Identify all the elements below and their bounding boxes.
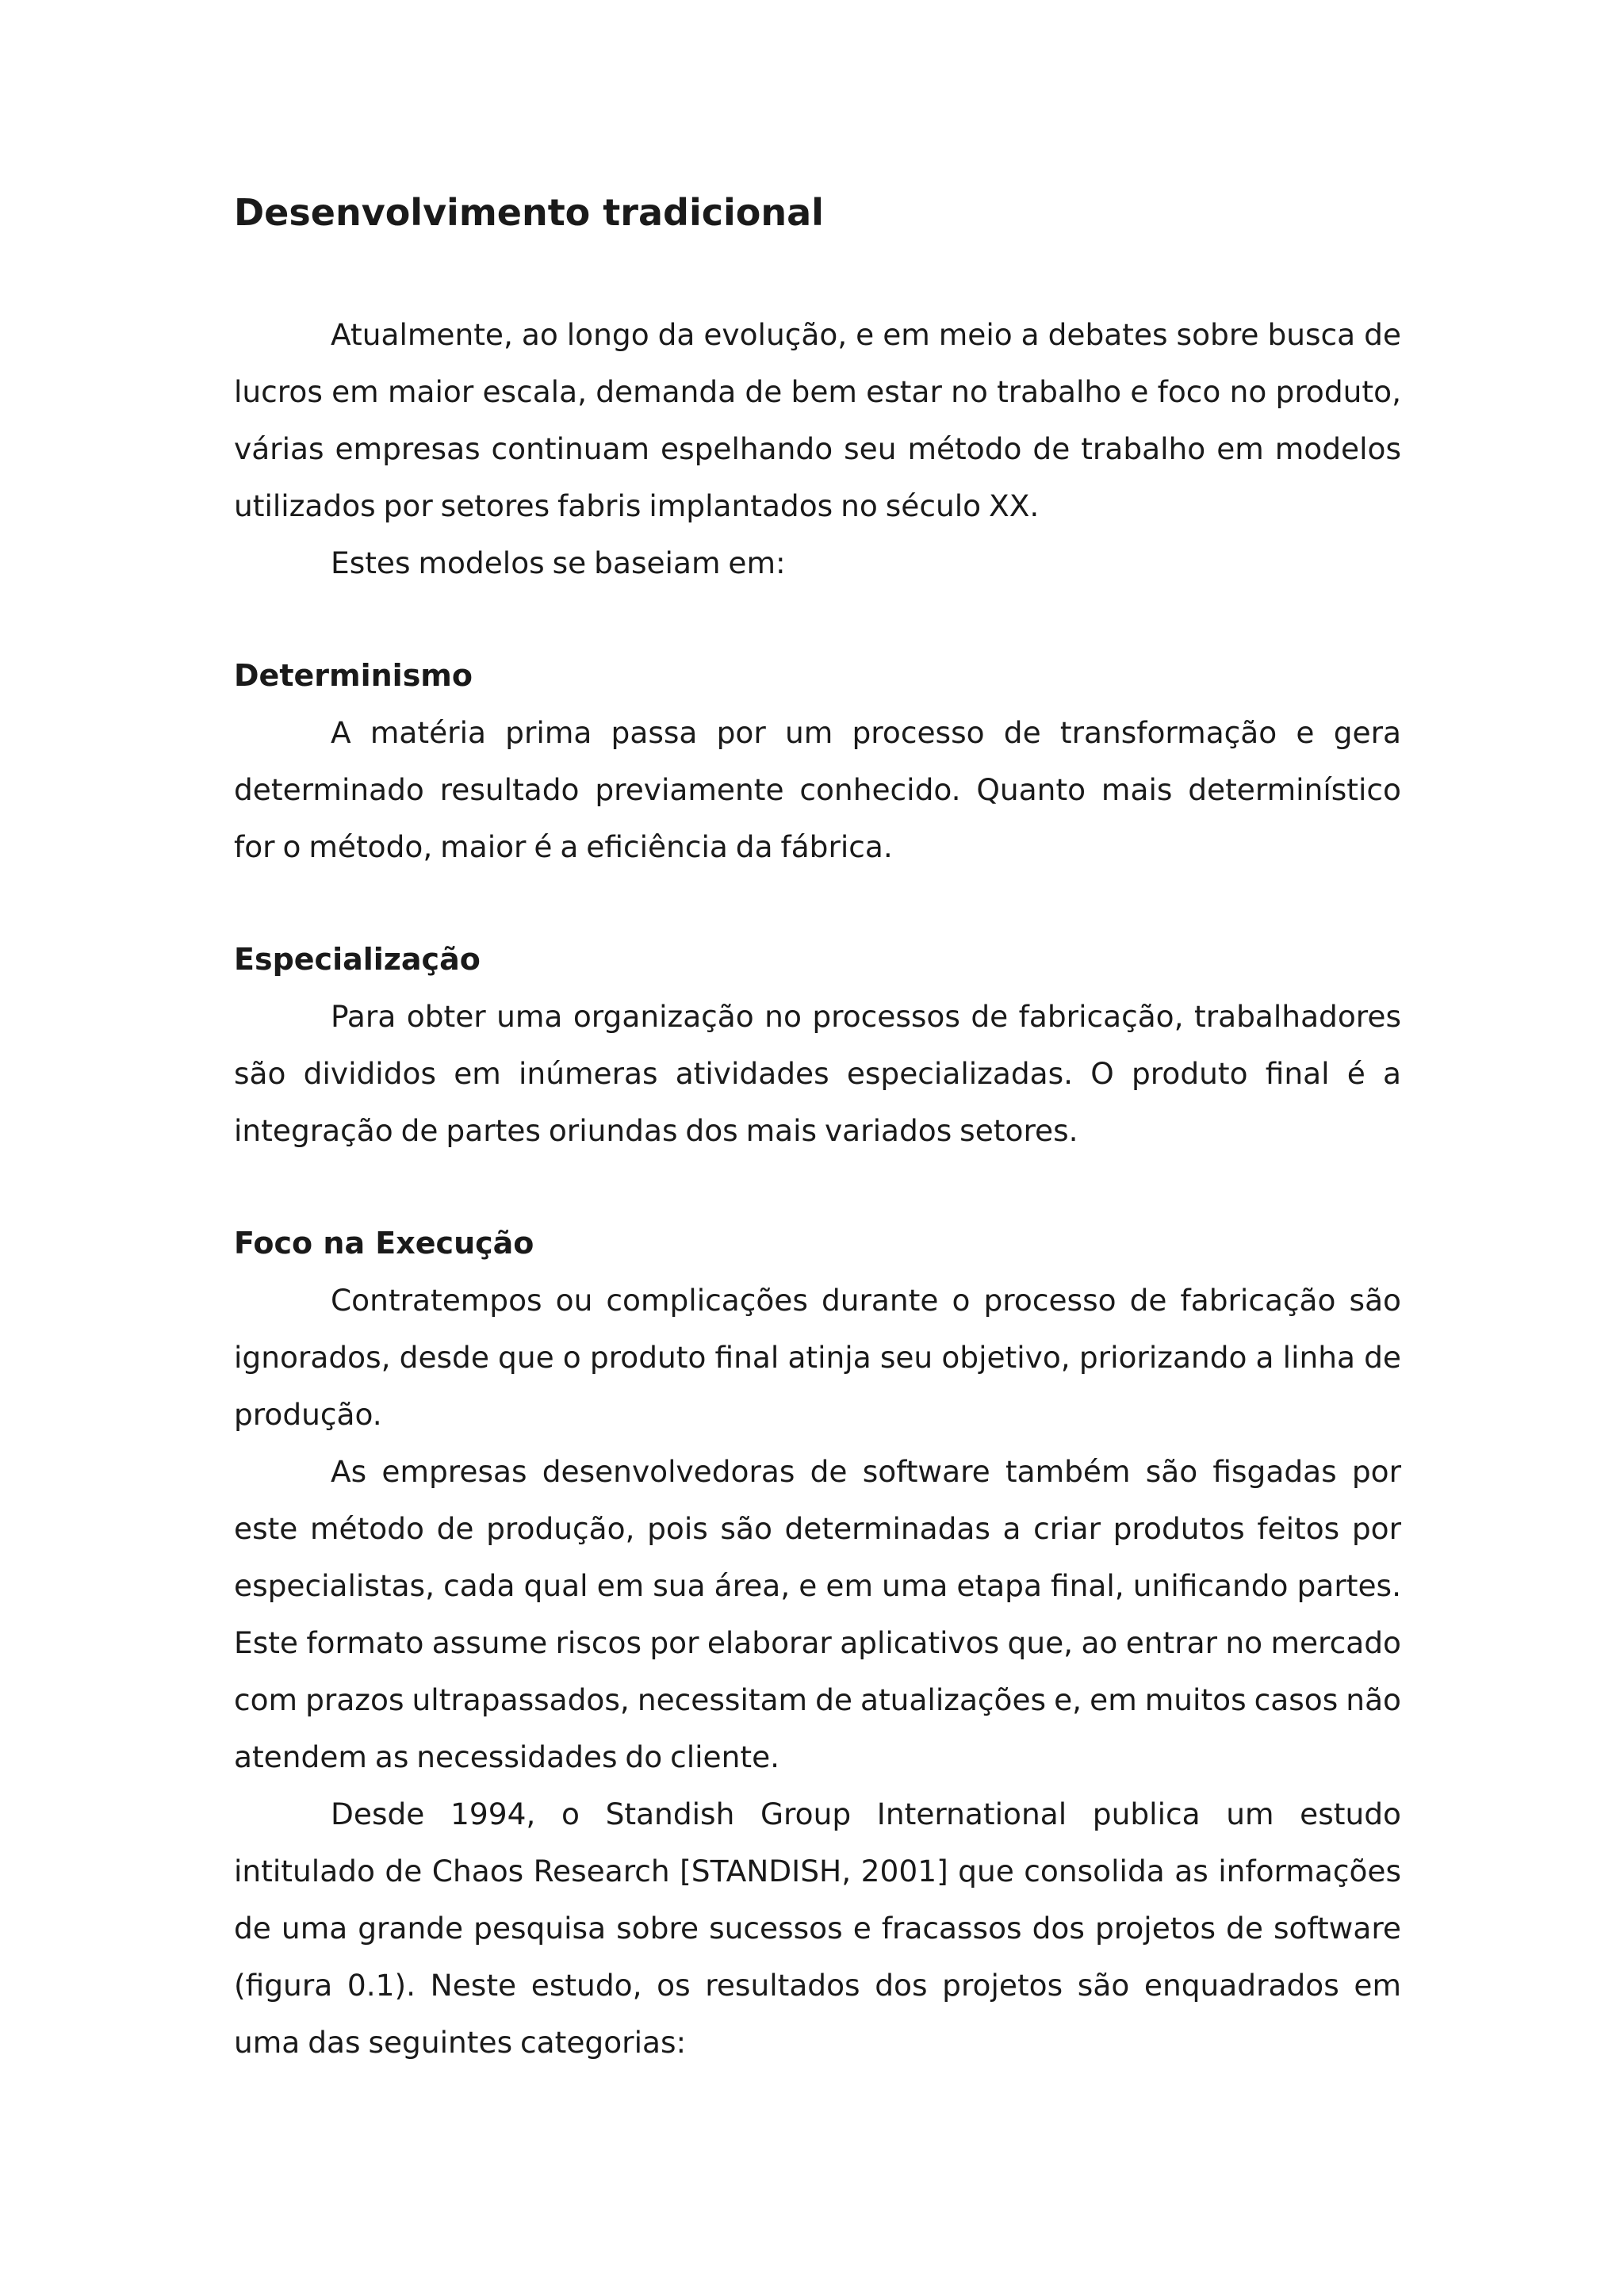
intro-section	[234, 306, 1401, 591]
document-page	[234, 0, 1401, 2296]
foco-paragraph: Contratempos ou complicações durante o processo de fabricação são ignorados, desde que o produto final atinja seu objetivo, priorizando a linha de produção.	[234, 1283, 1401, 1432]
intro-paragraph: Atualmente, ao longo da evolução, e em meio a debates sobre busca de lucros em maior escala, demanda de bem estar no trabalho e foco no produto, várias empresas continuam espelhando seu método de trabalho em modelos utilizados por setores fabris implantados no século XX.	[234, 317, 1401, 523]
foco-heading: Foco na Execução	[234, 1226, 534, 1261]
especializacao-heading: Especialização	[234, 942, 481, 977]
determinismo-heading: Determinismo	[234, 658, 473, 693]
page-title: Desenvolvimento tradicional	[234, 191, 824, 234]
software-paragraph: As empresas desenvolvedoras de software também são fisgadas por este método de produção, pois são determinadas a criar produtos feitos por especialistas, cada qual em sua área, e em uma etapa final, unificando partes. Este formato assume riscos por elaborar aplicativos que, ao entrar no mercado com prazos ultrapassados, necessitam de atualizações e, em muitos casos não atendem as necessidades do cliente.	[234, 1454, 1401, 1774]
chaos-research-paragraph: Desde 1994, o Standish Group International publica um estudo intitulado de Chaos Research [STANDISH, 2001] que consolida as informações de uma grande pesquisa sobre sucessos e fracassos dos projetos de software (figura 0.1). Neste estudo, os resultados dos projetos são enquadrados em uma das seguintes categorias:	[234, 1797, 1401, 2060]
especializacao-paragraph: Para obter uma organização no processos de fabricação, trabalhadores são divididos em inúmeras atividades especializadas. O produto final é a integração de partes oriundas dos mais variados setores.	[234, 999, 1401, 1148]
foco-section	[234, 1215, 1401, 2071]
intro-lead-in: Estes modelos se baseiam em:	[331, 545, 786, 580]
determinismo-paragraph: A matéria prima passa por um processo de transformação e gera determinado resultado previamente conhecido. Quanto mais determinístico for o método, maior é a eficiência da fábrica.	[234, 715, 1401, 864]
determinismo-section	[234, 647, 1401, 875]
especializacao-section	[234, 931, 1401, 1159]
